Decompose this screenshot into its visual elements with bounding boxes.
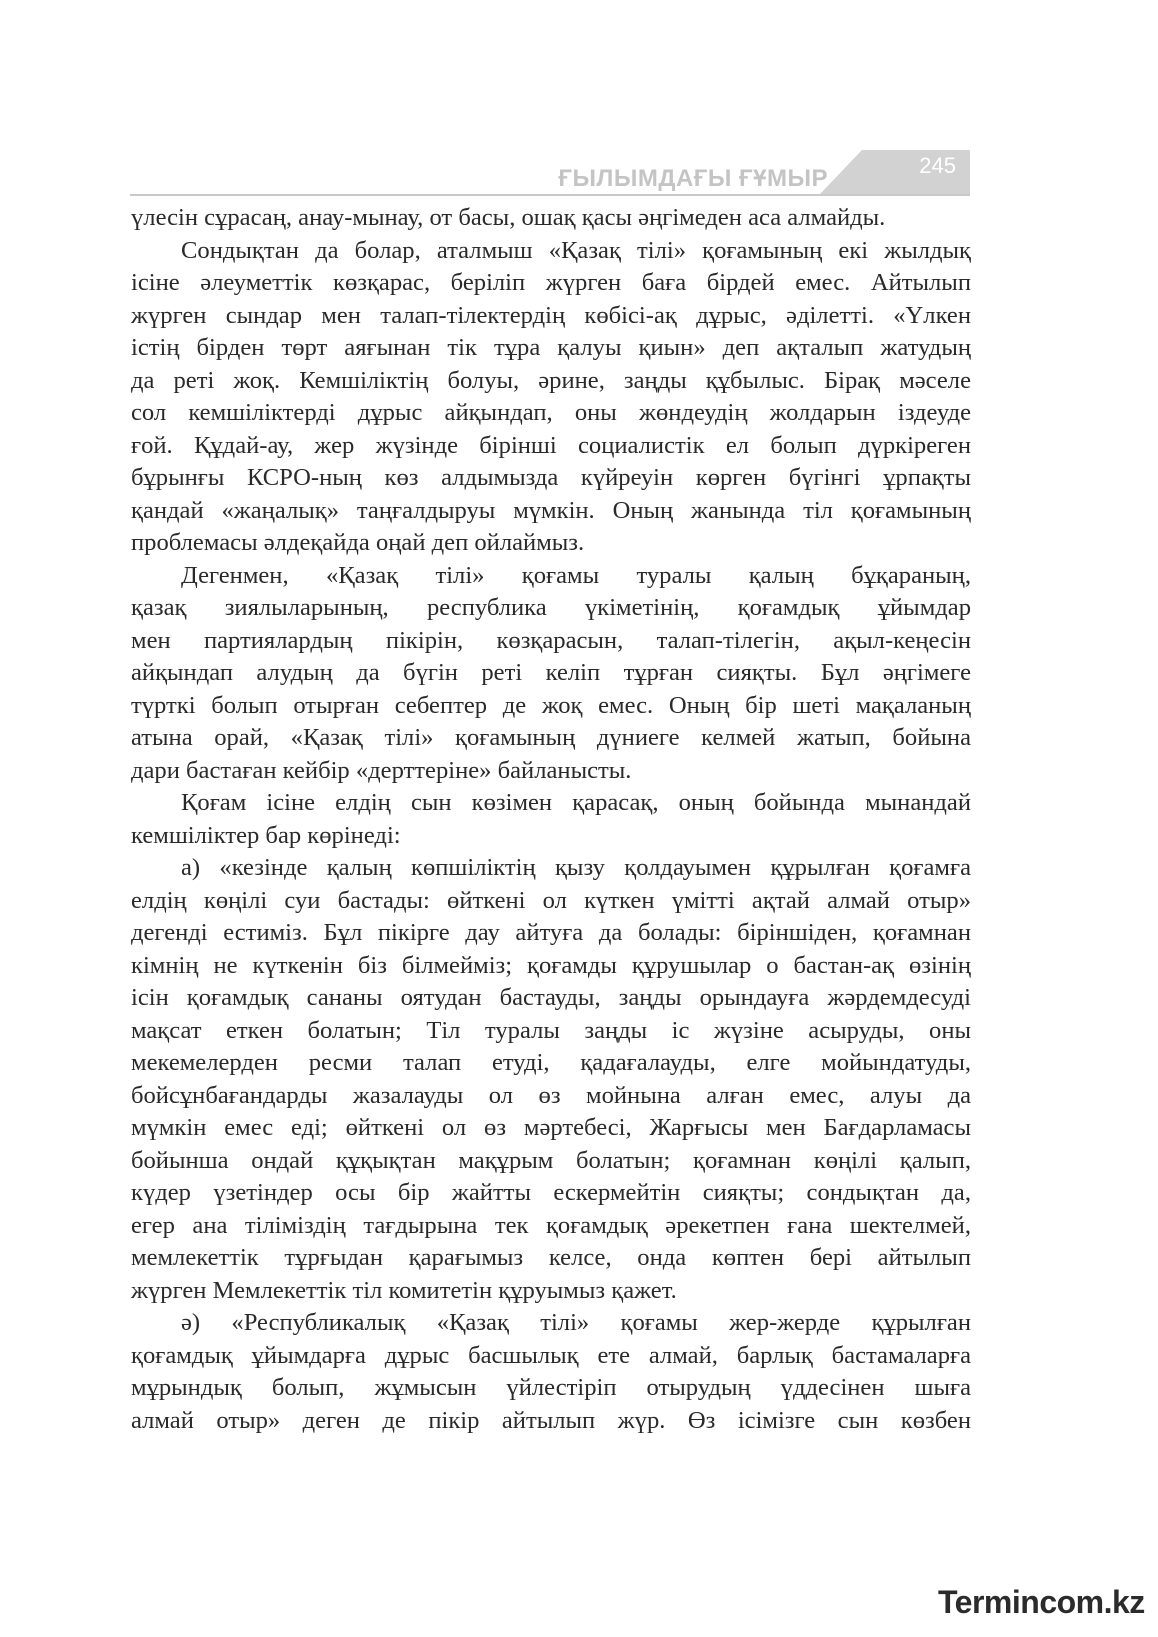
text-line: ісін қоғамдық сананы оятудан бастауды, заңды орындауға жәрдемдесуді xyxy=(131,984,971,1011)
text-line: бойынша ондай құқықтан мақұрым болатын; қоғамнан көңілі қалып, xyxy=(131,1146,971,1174)
text-line: атына орай, «Қазақ тілі» қоғамының дүниеге келмей жатып, бойына xyxy=(131,724,971,751)
header-rule xyxy=(130,194,970,196)
text-line: Қоғам ісіне елдің сын көзімен қарасақ, оның бойында мынандай xyxy=(181,789,971,816)
body-text xyxy=(131,202,971,1437)
text-line: жүрген сындар мен талап-тілектердің көбісі-ақ дұрыс, әділетті. «Үлкен xyxy=(131,301,971,329)
text-line: да реті жоқ. Кемшіліктің болуы, әрине, заңды құбылыс. Бірақ мәселе xyxy=(131,366,971,394)
text-line: күдер үзетіндер осы бір жайтты ескермейтін сияқты; сондықтан да, xyxy=(131,1179,971,1206)
text-line: сол кемшіліктерді дұрыс айқындап, оны жөндеудің жолдарын іздеуде xyxy=(131,399,971,426)
text-line: алмай отыр» деген де пікір айтылып жүр. Өз ісімізге сын көзбен xyxy=(131,1406,971,1434)
text-line: үлесін сұрасаң, анау-мынау, от басы, ошақ қасы әңгімеден аса алмайды. xyxy=(131,204,886,231)
text-line: түрткі болып отырған себептер де жоқ емес. Оның бір шеті мақаланың xyxy=(131,691,971,719)
text-line: мақсат еткен болатын; Тіл туралы заңды іс жүзіне асыруды, оны xyxy=(131,1016,971,1044)
page-number: 245 xyxy=(919,153,956,178)
running-header xyxy=(130,148,970,196)
text-line: мүмкін емес еді; өйткені ол өз мәртебесі, Жарғысы мен Бағдарламасы xyxy=(131,1114,971,1141)
text-line: дари бастаған кейбір «дерттеріне» байланысты. xyxy=(131,756,632,784)
text-line: дегенді естиміз. Бұл пікірге дау айтуға да болады: біріншіден, қоғамнан xyxy=(131,919,971,946)
page-number-tab xyxy=(820,150,970,194)
text-line: ісіне әлеуметтік көзқарас, беріліп жүрген баға бірдей емес. Айтылып xyxy=(131,269,971,296)
text-line: бұрынғы КСРО-ның көз алдымызда күйреуін көрген бүгінгі ұрпақты xyxy=(131,464,971,491)
text-line: егер ана тіліміздің тағдырына тек қоғамдық әрекетпен ғана шектелмей, xyxy=(131,1211,971,1239)
text-line: Сондықтан да болар, аталмыш «Қазақ тілі» қоғамының екі жылдық xyxy=(181,236,971,264)
text-line: жүрген Мемлекеттік тіл комитетін құруымыз қажет. xyxy=(131,1276,677,1304)
text-line: елдің көңілі суи бастады: өйткені ол күткен үмітті ақтай алмай отыр» xyxy=(131,886,971,914)
text-line: кемшіліктер бар көрінеді: xyxy=(131,821,401,849)
text-line: мемлекеттік тұрғыдан қарағымыз келсе, онда көптен бері айтылып xyxy=(131,1244,971,1271)
text-line: қандай «жаңалық» таңғалдыруы мүмкін. Оның жанында тіл қоғамының xyxy=(131,496,971,524)
running-title: ҒЫЛЫМДАҒЫ ҒҰМЫР xyxy=(558,165,828,192)
text-line: айқындап алудың да бүгін реті келіп тұрған сияқты. Бұл әңгімеге xyxy=(131,659,971,686)
text-line: қоғамдық ұйымдарға дұрыс басшылық ете алмай, барлық бастамаларға xyxy=(131,1341,971,1369)
text-line: ә) «Республикалық «Қазақ тілі» қоғамы жер-жерде құрылған xyxy=(181,1309,971,1336)
text-line: мұрындық болып, жұмысын үйлестіріп отырудың үддесінен шыға xyxy=(131,1374,971,1401)
text-line: мен партиялардың пікірін, көзқарасын, талап-тілегін, ақыл-кеңесін xyxy=(131,626,971,654)
site-watermark: Termincom.kz xyxy=(938,1584,1145,1620)
text-line: бойсұнбағандарды жазалауды ол өз мойнына алған емес, алуы да xyxy=(131,1081,971,1109)
text-line: Дегенмен, «Қазақ тілі» қоғамы туралы қалың бұқараның, xyxy=(181,561,971,589)
text-line: істің бірден төрт аяғынан тік тұра қалуы қиын» деп ақталып жатудың xyxy=(131,334,971,361)
text-line: а) «кезінде қалың көпшіліктің қызу қолдауымен құрылған қоғамға xyxy=(181,854,971,881)
text-line: мекемелерден ресми талап етуді, қадағалауды, елге мойындатуды, xyxy=(131,1049,971,1076)
text-line: кімнің не күткенін біз білмейміз; қоғамды құрушылар о бастан-ақ өзінің xyxy=(131,951,971,979)
text-line: қазақ зиялыларының, республика үкіметінің, қоғамдық ұйымдар xyxy=(131,594,971,621)
text-line: проблемасы әлдеқайда оңай деп ойлаймыз. xyxy=(131,529,585,556)
text-line: ғой. Құдай-ау, жер жүзінде бірінші социалистік ел болып дүркіреген xyxy=(131,431,971,459)
